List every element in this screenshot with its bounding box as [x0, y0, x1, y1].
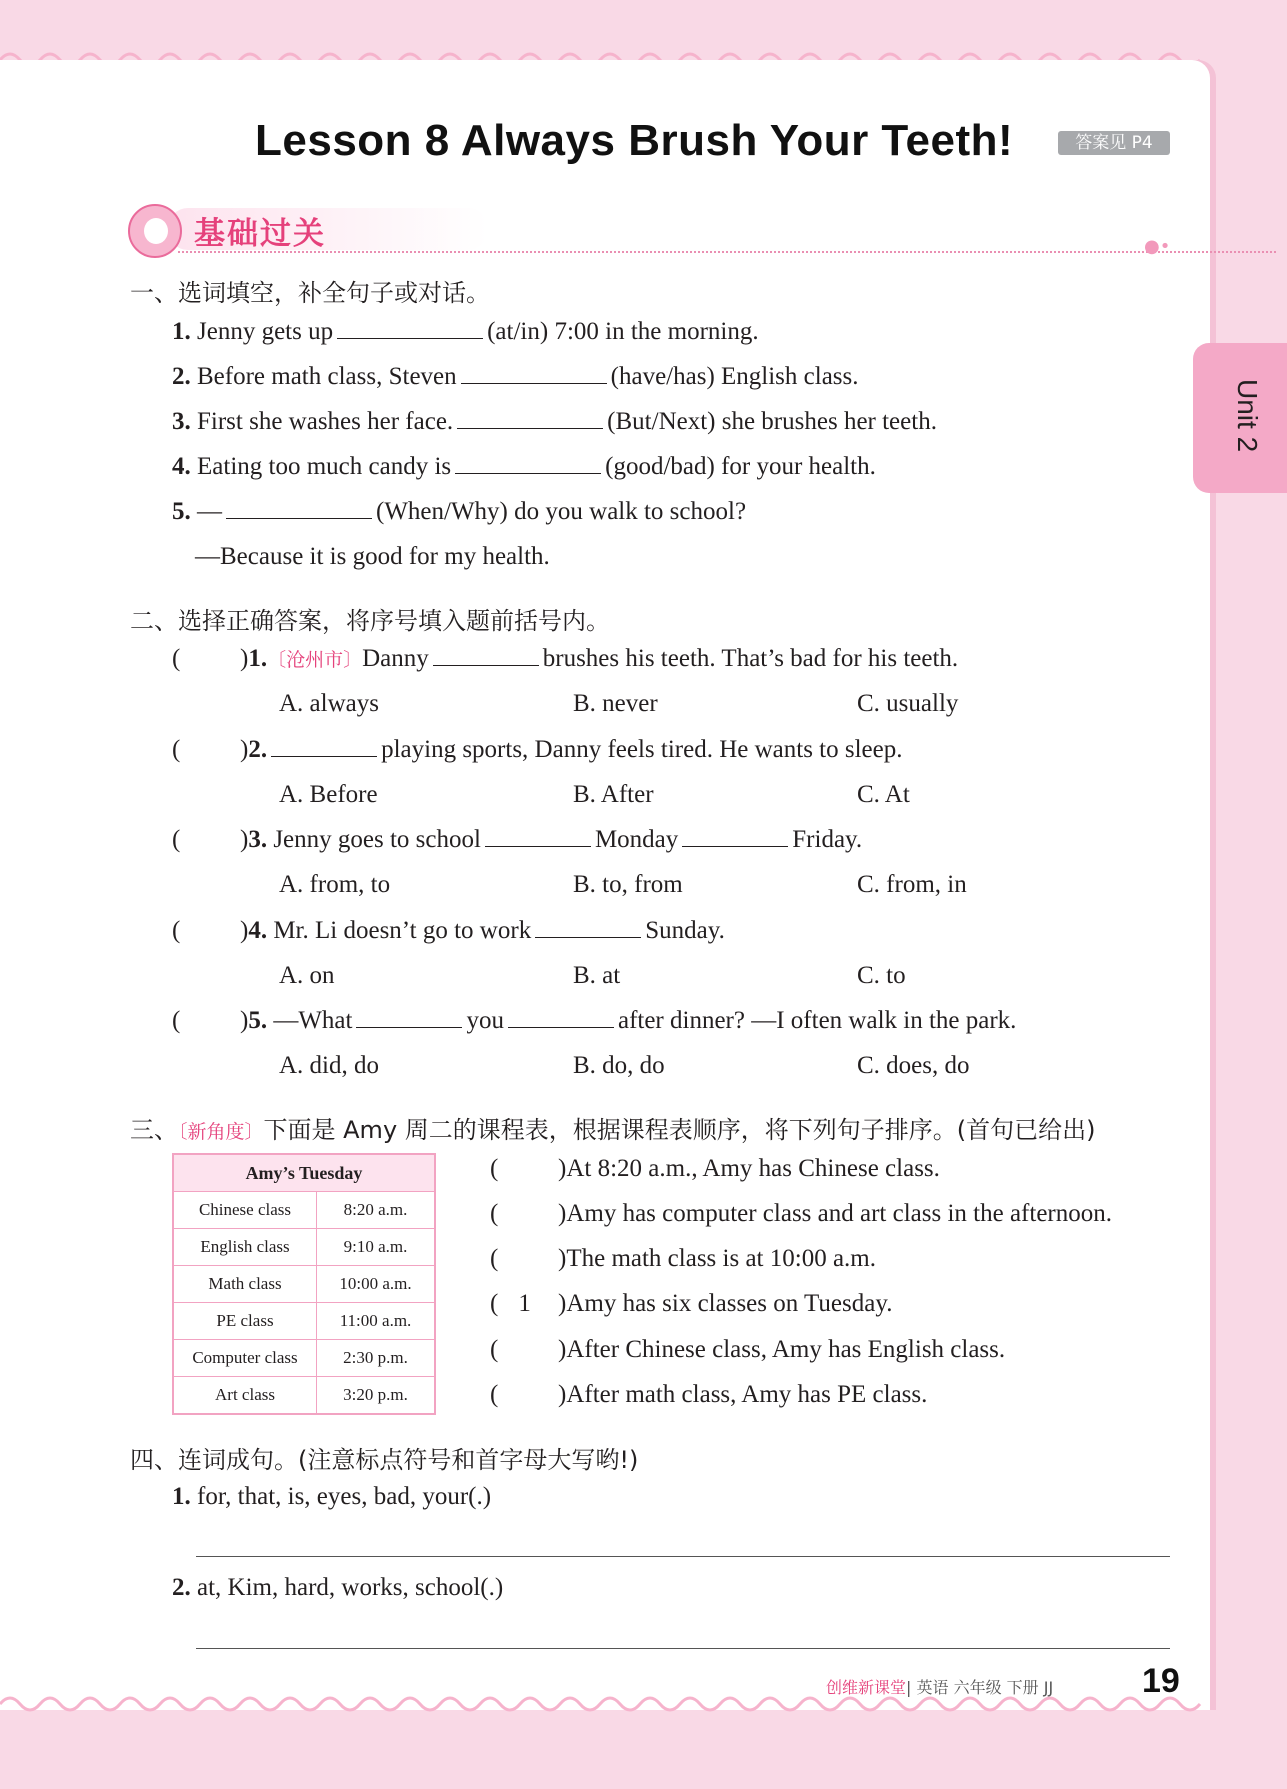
order-sentence — [490, 1381, 927, 1409]
question-text: Sunday. — [645, 917, 725, 944]
schedule-table — [172, 1153, 436, 1415]
sentence-text: )Amy has computer class and art class in the afternoon. — [558, 1200, 1112, 1227]
sentence-text: )The math class is at 10:00 a.m. — [558, 1245, 876, 1272]
schedule-title: Amy’s Tuesday — [173, 1154, 435, 1192]
question-text: Danny — [362, 645, 429, 672]
schedule-time: 11:00 a.m. — [317, 1303, 436, 1340]
order-sentence — [490, 1200, 1112, 1228]
answer-blank[interactable] — [485, 826, 591, 847]
answer-bracket[interactable]: ( — [172, 736, 181, 763]
item-number: 4. — [172, 453, 197, 480]
answer-option[interactable]: C. At — [857, 781, 910, 808]
footer-brand: 创维新课堂 — [826, 1678, 907, 1697]
question-number: 1. — [248, 645, 268, 672]
order-sentence — [490, 1290, 893, 1318]
section-banner — [128, 202, 1171, 262]
answer-blank[interactable] — [535, 917, 641, 938]
sentence-text: )After math class, Amy has PE class. — [558, 1381, 928, 1408]
item-text-before: Eating too much candy is — [197, 453, 452, 480]
answer-option[interactable]: A. Before — [279, 781, 378, 808]
sentence-text: )At 8:20 a.m., Amy has Chinese class. — [558, 1155, 940, 1182]
question-number: 5. — [248, 1007, 268, 1034]
answer-bracket[interactable]: ( — [172, 645, 181, 672]
order-bracket[interactable]: ( — [490, 1245, 499, 1272]
question-text: brushes his teeth. That’s bad for his teeth. — [542, 645, 959, 672]
schedule-time: 2:30 p.m. — [317, 1340, 436, 1377]
bracket-close: ) — [240, 736, 249, 763]
question-text: after dinner? —I often walk in the park. — [617, 1007, 1017, 1034]
item-text-after: (But/Next) she brushes her teeth. — [607, 408, 937, 435]
answer-option[interactable]: B. do, do — [573, 1052, 665, 1079]
part4-item-2 — [172, 1574, 503, 1602]
answer-line-2[interactable] — [196, 1648, 1170, 1649]
order-sentence — [490, 1336, 1005, 1364]
answer-blank[interactable] — [682, 826, 788, 847]
part4-item-1 — [172, 1483, 491, 1511]
part2-question — [172, 1007, 1016, 1035]
item-number: 1. — [172, 318, 197, 345]
part3-text: 下面是 Amy 周二的课程表，根据课程表顺序，将下列句子排序。(首句已给出) — [263, 1116, 1096, 1144]
schedule-time: 9:10 a.m. — [317, 1229, 436, 1266]
part2-question — [172, 736, 903, 764]
part3-prefix: 三、 — [130, 1116, 178, 1144]
question-text: you — [466, 1007, 504, 1034]
answer-blank[interactable] — [457, 408, 603, 429]
answer-blank[interactable] — [433, 645, 539, 666]
sentence-text: )Amy has six classes on Tuesday. — [558, 1290, 893, 1317]
answer-bracket[interactable]: ( — [172, 826, 181, 853]
part2-question — [172, 826, 862, 854]
order-sentence — [490, 1155, 940, 1183]
bracket-close: ) — [240, 1007, 249, 1034]
item-text-before: Jenny gets up — [197, 318, 334, 345]
bracket-close: ) — [240, 917, 249, 944]
word-list: for, that, is, eyes, bad, your(.) — [197, 1483, 492, 1510]
item-number: 1. — [172, 1483, 191, 1510]
given-order-number: 1 — [518, 1290, 531, 1317]
bottom-wave-border — [0, 1690, 1287, 1730]
banner-divider — [178, 251, 1276, 253]
answer-option[interactable]: A. always — [279, 690, 379, 717]
page-footer — [826, 1675, 1053, 1698]
answer-blank[interactable] — [271, 736, 377, 757]
question-text: —What — [267, 1007, 353, 1034]
answer-blank[interactable] — [356, 1007, 462, 1028]
item-number: 5. — [172, 498, 197, 525]
schedule-time: 3:20 p.m. — [317, 1377, 436, 1415]
schedule-row — [173, 1340, 435, 1377]
word-list: at, Kim, hard, works, school(.) — [197, 1574, 504, 1601]
item-text-after: (When/Why) do you walk to school? — [376, 498, 747, 525]
item-text-after: (good/bad) for your health. — [605, 453, 876, 480]
answer-option[interactable]: C. to — [857, 962, 906, 989]
order-bracket[interactable]: ( — [490, 1155, 499, 1182]
schedule-subject: Math class — [173, 1266, 317, 1303]
bracket-close: ) — [240, 826, 249, 853]
part2-question — [172, 645, 958, 673]
answer-blank[interactable] — [337, 318, 483, 339]
schedule-subject: Computer class — [173, 1340, 317, 1377]
sentence-text: )After Chinese class, Amy has English class. — [558, 1336, 1006, 1363]
unit-tab-label: Unit 2 — [1232, 379, 1263, 453]
order-bracket[interactable]: ( — [490, 1200, 499, 1227]
answer-blank[interactable] — [455, 453, 601, 474]
item-text-before: Before math class, Steven — [197, 363, 457, 390]
question-text: Friday. — [792, 826, 863, 853]
schedule-subject: Chinese class — [173, 1192, 317, 1229]
page-number: 19 — [1142, 1662, 1180, 1700]
decorative-dots-icon: ●• — [1144, 236, 1171, 257]
part3-heading — [130, 1110, 1096, 1145]
answer-option[interactable]: B. to, from — [573, 871, 683, 898]
part4-heading: 四、连词成句。(注意标点符号和首字母大写哟!) — [130, 1446, 639, 1474]
lesson-title: Lesson 8 Always Brush Your Teeth! — [255, 116, 1014, 165]
item-number: 2. — [172, 1574, 191, 1601]
part3-tag: 〔新角度〕 — [178, 1121, 264, 1143]
answer-option[interactable]: A. on — [279, 962, 335, 989]
question-text: Mr. Li doesn’t go to work — [267, 917, 532, 944]
item-text-before: — — [197, 498, 222, 525]
question-text: playing sports, Danny feels tired. He wants to sleep. — [381, 736, 903, 763]
item-number: 2. — [172, 363, 197, 390]
part1-item — [172, 408, 937, 436]
answer-option[interactable]: B. never — [573, 690, 658, 717]
schedule-subject: PE class — [173, 1303, 317, 1340]
section-label: 基础过关 — [194, 216, 326, 252]
item-text-after: (at/in) 7:00 in the morning. — [487, 318, 759, 345]
answer-option[interactable]: B. at — [573, 962, 621, 989]
schedule-row — [173, 1303, 435, 1340]
answer-reference-badge: 答案见 P4 — [1058, 131, 1170, 155]
question-number: 2. — [248, 736, 268, 763]
part1-item — [172, 498, 746, 526]
mascot-icon — [128, 204, 182, 258]
bracket-close: ) — [240, 645, 249, 672]
item-number: 3. — [172, 408, 197, 435]
part2-heading: 二、选择正确答案，将序号填入题前括号内。 — [130, 607, 610, 635]
schedule-row — [173, 1266, 435, 1303]
source-tag: 〔沧州市〕 — [267, 649, 363, 671]
answer-option[interactable]: C. does, do — [857, 1052, 970, 1079]
answer-bracket[interactable]: ( — [172, 917, 181, 944]
question-text: Monday — [594, 826, 679, 853]
answer-blank[interactable] — [226, 498, 372, 519]
answer-line-1[interactable] — [196, 1556, 1170, 1557]
answer-blank[interactable] — [461, 363, 607, 384]
answer-option[interactable]: B. After — [573, 781, 654, 808]
answer-option[interactable]: A. from, to — [279, 871, 391, 898]
part1-item — [172, 453, 876, 481]
question-text: Jenny goes to school — [267, 826, 481, 853]
answer-bracket[interactable]: ( — [172, 1007, 181, 1034]
part1-item — [172, 318, 759, 346]
part1-answer-line: —Because it is good for my health. — [195, 543, 550, 570]
order-sentence — [490, 1245, 876, 1273]
schedule-time: 10:00 a.m. — [317, 1266, 436, 1303]
part1-item — [172, 363, 859, 391]
schedule-subject: Art class — [173, 1377, 317, 1415]
schedule-row — [173, 1229, 435, 1266]
answer-option[interactable]: C. from, in — [857, 871, 967, 898]
schedule-row — [173, 1192, 435, 1229]
schedule-row — [173, 1377, 435, 1415]
schedule-time: 8:20 a.m. — [317, 1192, 436, 1229]
part1-heading: 一、选词填空，补全句子或对话。 — [130, 279, 490, 307]
part2-question — [172, 917, 725, 945]
item-text-before: First she washes her face. — [197, 408, 454, 435]
item-text-after: (have/has) English class. — [610, 363, 859, 390]
order-bracket[interactable]: ( — [490, 1336, 499, 1363]
question-number: 3. — [248, 826, 268, 853]
answer-blank[interactable] — [508, 1007, 614, 1028]
order-bracket[interactable]: ( — [490, 1381, 499, 1408]
order-bracket[interactable]: ( 1 — [490, 1290, 531, 1317]
answer-option[interactable]: C. usually — [857, 690, 959, 717]
unit-tab[interactable] — [1193, 343, 1287, 493]
answer-option[interactable]: A. did, do — [279, 1052, 379, 1079]
question-number: 4. — [248, 917, 268, 944]
schedule-subject: English class — [173, 1229, 317, 1266]
footer-info: | 英语 六年级 下册 JJ — [906, 1678, 1054, 1697]
